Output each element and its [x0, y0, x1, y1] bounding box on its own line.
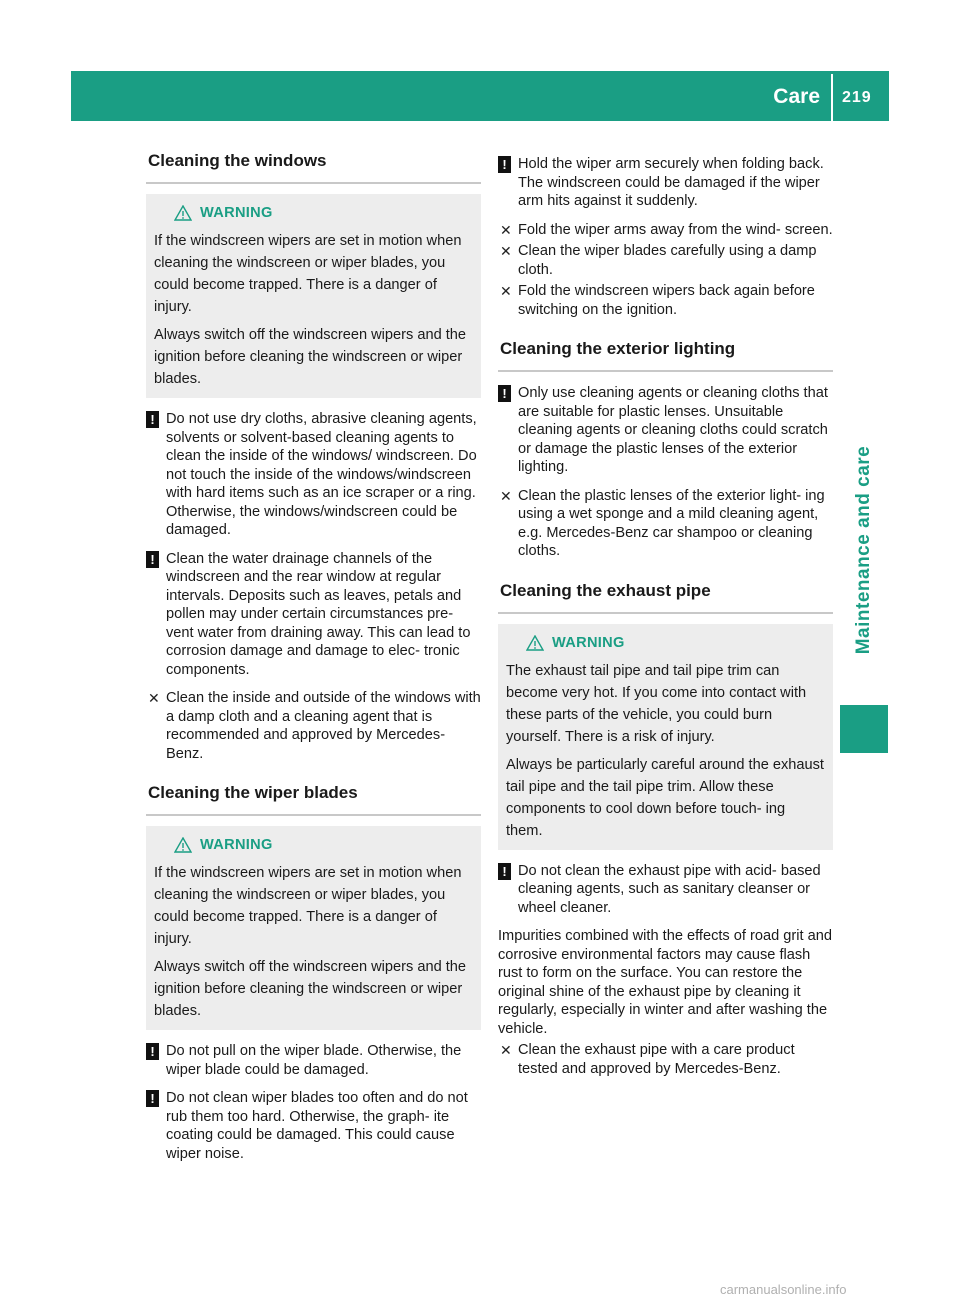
note [498, 384, 833, 477]
step-text: Clean the plastic lenses of the exterior light- ing using a wet sponge and a mild cleaning agent, e.g. Mercedes-Benz car shampoo or cleaning cloths. [518, 487, 825, 559]
page-number: 219 [842, 89, 872, 106]
note-text: Hold the wiper arm securely when folding back. The windscreen could be damaged if the wiper arm hits against it suddenly. [518, 156, 824, 209]
note [146, 1042, 481, 1079]
note [146, 1089, 481, 1163]
warning-header [154, 202, 473, 224]
note-text: Clean the water drainage channels of the windscreen and the rear window at regular intervals. Deposits such as leaves, petals and pollen may under certain circumstances pre- vent water from draining away. This can lead to corrosion damage and damage to elec- tronic components. [166, 550, 471, 678]
arrow-right-icon: ✕ [500, 221, 512, 238]
arrow-right-icon: ✕ [148, 690, 160, 706]
note [146, 410, 481, 540]
exclamation-icon: ! [146, 551, 159, 568]
note-text: Only use cleaning agents or cleaning cloths that are suitable for plastic lenses. Unsuitable cleaning agents or cleaning cloths could scratch or damage the plastic lenses of the exterior lighting. [518, 385, 828, 475]
exclamation-icon: ! [498, 385, 511, 402]
arrow-right-icon: ✕ [500, 243, 512, 259]
warning-triangle-icon [174, 837, 192, 853]
warning-text: Always switch off the windscreen wipers and the ignition before cleaning the windscreen or wiper blades. [154, 327, 467, 387]
exclamation-icon: ! [146, 411, 159, 428]
instruction-step [498, 1041, 833, 1078]
step-text: Clean the inside and outside of the windows with a damp cloth and a cleaning agent that is recommended and approved by Mercedes- Benz. [166, 690, 481, 762]
note [498, 155, 833, 211]
side-tab-label: Maintenance and care [853, 445, 874, 655]
left-column [146, 150, 481, 1173]
header-band [71, 71, 889, 121]
exclamation-icon: ! [146, 1090, 159, 1107]
instruction-step [498, 242, 833, 279]
warning-box [146, 826, 481, 1030]
warning-label: WARNING [200, 205, 273, 221]
warning-triangle-icon [174, 205, 192, 221]
note-text: Do not pull on the wiper blade. Otherwise, the wiper blade could be damaged. [166, 1043, 462, 1078]
step-text: Clean the wiper blades carefully using a damp cloth. [518, 243, 817, 278]
arrow-right-icon: ✕ [500, 283, 512, 299]
warning-text: Always be particularly careful around the exhaust tail pipe and the tail pipe trim. Allow these components to cool down before touch- ing them. [506, 756, 824, 839]
step-text: Fold the wiper arms away from the wind- screen. [518, 221, 833, 238]
warning-box [146, 194, 481, 398]
warning-text: Always switch off the windscreen wipers and the ignition before cleaning the windscreen or wiper blades. [154, 959, 467, 1019]
side-tab-marker [840, 705, 888, 753]
note-text: Do not clean the exhaust pipe with acid- based cleaning agents, such as sanitary cleanser or wheel cleaner. [518, 862, 821, 916]
warning-triangle-icon [526, 635, 544, 651]
note-text: Do not use dry cloths, abrasive cleaning agents, solvents or solvent-based cleaning agents to clean the inside of the windows/ windscreen. Do not touch the inside of the windows/windscreen with hard items such as an ice scraper or a ring. Otherwise, the windows/windscreen could be damaged. [166, 411, 477, 538]
warning-text: If the windscreen wipers are set in motion when cleaning the windscreen or wiper blades, you could become trapped. There is a danger of injury. [154, 865, 462, 947]
body-paragraph: Impurities combined with the effects of road grit and corrosive environmental factors may cause flash rust to form on the surface. You can restore the original shine of the exhaust pipe by cleaning it regularly, especially in winter and after washing the vehicle. [498, 928, 832, 1037]
warning-header [154, 834, 473, 856]
side-tab [840, 400, 888, 700]
exclamation-icon: ! [498, 156, 511, 173]
heading-cleaning-wiper-blades: Cleaning the wiper blades [146, 782, 481, 816]
heading-cleaning-exhaust-pipe: Cleaning the exhaust pipe [498, 580, 833, 614]
note [146, 550, 481, 680]
exclamation-icon: ! [498, 863, 511, 880]
warning-label: WARNING [200, 837, 273, 853]
right-column [498, 150, 833, 1081]
warning-label: WARNING [552, 634, 625, 651]
instruction-step [498, 487, 833, 561]
header-divider [831, 74, 833, 121]
exclamation-icon: ! [146, 1043, 159, 1060]
arrow-right-icon: ✕ [500, 487, 512, 504]
warning-header [506, 632, 825, 654]
instruction-step [146, 689, 481, 763]
instruction-step [498, 221, 833, 240]
warning-text: If the windscreen wipers are set in motion when cleaning the windscreen or wiper blades, you could become trapped. There is a danger of injury. [154, 233, 462, 315]
arrow-right-icon: ✕ [500, 1042, 512, 1058]
warning-box [498, 624, 833, 850]
step-text: Fold the windscreen wipers back again before switching on the ignition. [518, 283, 815, 318]
heading-cleaning-exterior-lighting: Cleaning the exterior lighting [498, 338, 833, 372]
watermark: carmanualsonline.info [720, 1282, 847, 1297]
heading-cleaning-windows: Cleaning the windows [146, 150, 481, 184]
note-text: Do not clean wiper blades too often and do not rub them too hard. Otherwise, the graph- ite coating could be damaged. This could cause wiper noise. [166, 1090, 468, 1162]
instruction-step [498, 282, 833, 319]
section-title: Care [773, 85, 820, 108]
step-text: Clean the exhaust pipe with a care product tested and approved by Mercedes-Benz. [518, 1042, 795, 1077]
warning-text: The exhaust tail pipe and tail pipe trim can become very hot. If you come into contact with these parts of the vehicle, you could burn yourself. There is a risk of injury. [506, 662, 807, 745]
note [498, 862, 833, 918]
